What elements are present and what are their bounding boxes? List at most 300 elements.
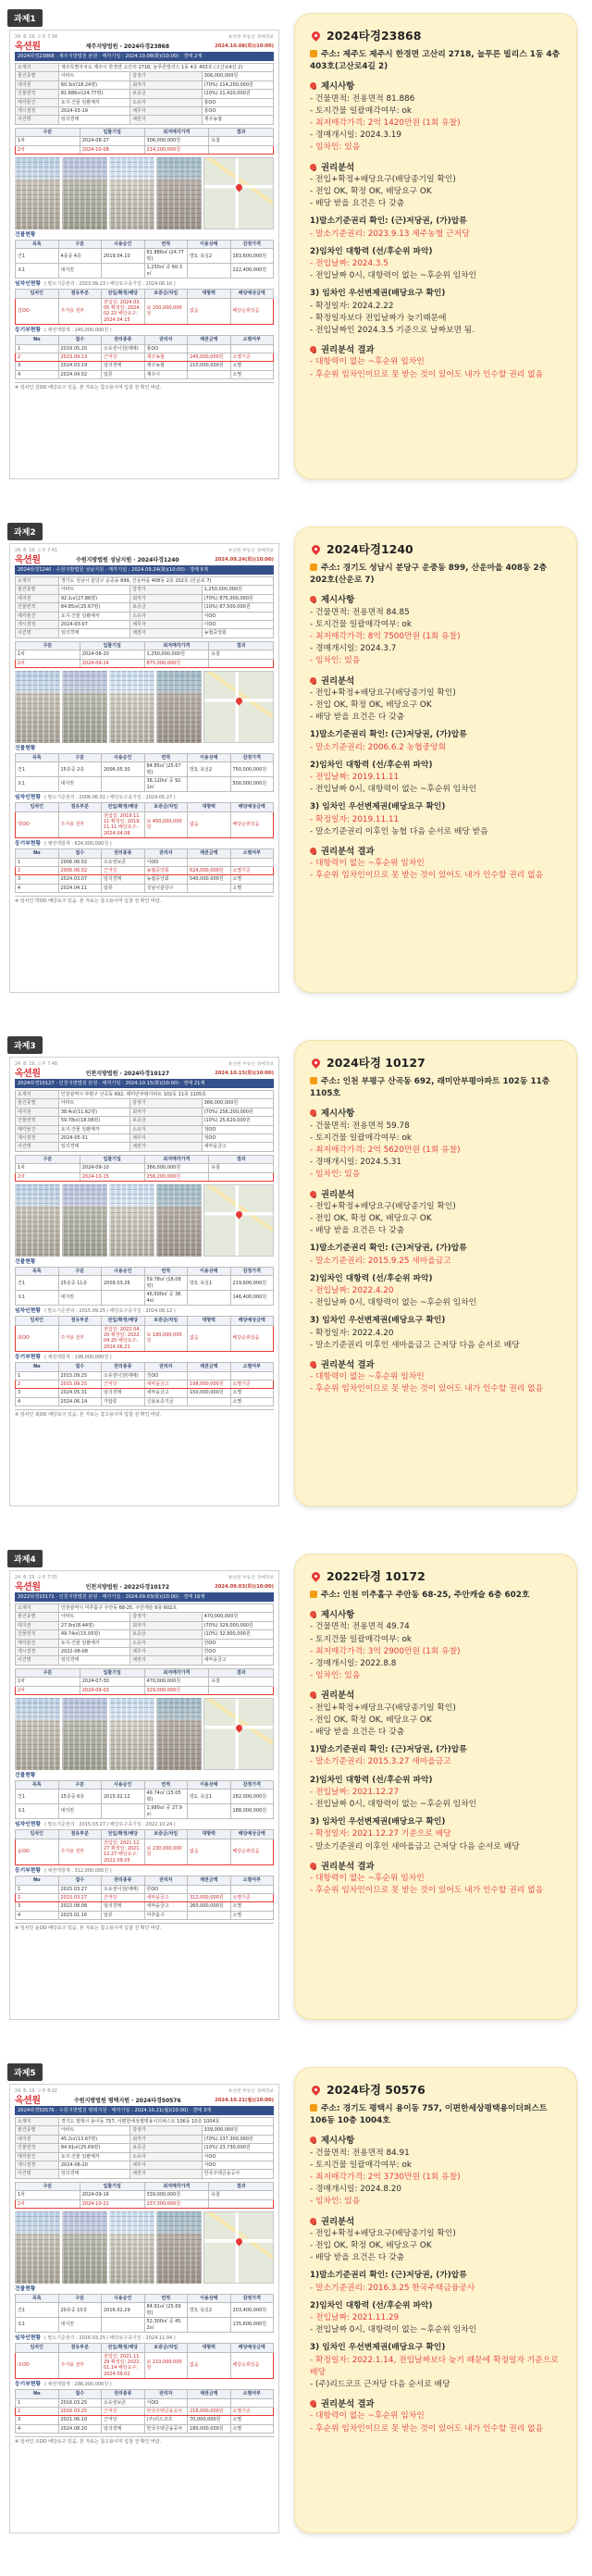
- note-line: [310, 1670, 563, 1682]
- table-cell: 2019.04.10: [102, 249, 145, 264]
- section-heading: [310, 2398, 563, 2410]
- table-cell: 20층중 10층: [58, 2303, 102, 2318]
- table-title-text: 임차인현황: [15, 2335, 41, 2342]
- table-cell: 4: [16, 1911, 59, 1919]
- note-line: [310, 369, 563, 381]
- highlighted-row: [16, 1686, 274, 1694]
- auction-one-logo: 옥션원: [15, 42, 41, 52]
- auction-document: [9, 30, 279, 479]
- table-cell: 건1: [16, 1790, 59, 1804]
- table-header-cell: 구분: [16, 1668, 80, 1677]
- summary-value: 아파트: [58, 1613, 130, 1621]
- line-text: - 임차인: 있음: [310, 142, 361, 153]
- table-cell: 전입일: 2021.11.29 확정일: 2022.01.14 배당요구: 2024.09.02: [102, 2352, 145, 2379]
- summary-row: [16, 1621, 274, 1629]
- summary-value: 2024-03-07: [58, 621, 130, 629]
- table-cell: 2023.01.16: [58, 1911, 102, 1919]
- document-title-row: [15, 1584, 274, 1591]
- line-text: - 전입날짜 0시, 대항력이 없는 ~후순위 임차인: [310, 2325, 477, 2335]
- table-title: [15, 2382, 274, 2388]
- summary-value: (10%) 32,900,000원: [202, 1630, 273, 1639]
- table-row: [16, 137, 274, 145]
- table-header-cell: 배당예상금액: [230, 290, 274, 298]
- line-text: 권리분석 결과: [321, 345, 375, 356]
- detail-table: [15, 1316, 274, 1352]
- table-title-text: 등기부현황: [15, 328, 41, 334]
- table-cell: 1: [16, 2398, 59, 2407]
- summary-value: 토지·건물 일괄매각: [58, 612, 130, 620]
- table-title-text: 임차인현황: [15, 1822, 41, 1828]
- table-note: ( 채권액합계 : 624,000,000원 ): [44, 841, 112, 848]
- table-cell: 1차: [16, 2191, 80, 2199]
- table-cell: 유찰: [209, 1164, 274, 1172]
- assignment-section: [0, 1034, 592, 1516]
- table-cell: 2차: [16, 2199, 80, 2208]
- table-title-text: 임차인현황: [15, 281, 41, 288]
- print-timestamp: 24. 8. 19. 오후 7:34: [15, 35, 57, 40]
- case-number: 2024타경 50576: [327, 2083, 426, 2097]
- detail-table: [15, 335, 274, 379]
- line-text: - 확정일자: 2019.11.11: [310, 814, 400, 824]
- summary-row: [16, 98, 274, 106]
- pushpin-icon: [310, 677, 316, 684]
- summary-row: [16, 629, 274, 638]
- table-cell: 미추홀구: [144, 1911, 188, 1919]
- summary-value: 토지·건물 일괄매각: [58, 1125, 130, 1133]
- table-cell: 540,000,000원: [188, 875, 231, 884]
- assignment-tag: 과제2: [7, 523, 43, 540]
- table-cell: [188, 1371, 231, 1380]
- table-cell: 홍OO: [144, 344, 188, 353]
- line-text: - 말소기준권리 이후인 농협 다음 순서로 배당 받음: [310, 826, 488, 836]
- table-cell: 대지권: [58, 1804, 102, 1819]
- line-text: - 전입날짜: 2021.11.29: [310, 2313, 400, 2323]
- table-cell: 1: [16, 1885, 59, 1893]
- line-text: 권리분석: [321, 1690, 355, 1702]
- table-cell: 새마을금고: [144, 1389, 188, 1397]
- note-line: [310, 1201, 563, 1213]
- highlighted-row: [16, 659, 274, 667]
- note-line: [310, 1133, 563, 1145]
- summary-row: [16, 116, 274, 124]
- note-line: [310, 1121, 563, 1133]
- table-cell: 대지권: [58, 1291, 102, 1306]
- line-text: 주소: 인천 미추홀구 주안동 68-25, 주안캐슬 6층 602호: [321, 1591, 530, 1600]
- summary-value: 2024-08-20: [58, 2161, 130, 2170]
- summary-value: 92.1㎡(27.86평): [58, 594, 130, 602]
- table-cell: 임의경매: [102, 2424, 145, 2433]
- line-text: - 전입날짜 0시, 대항력이 없는 ~후순위 임차인: [310, 1298, 477, 1308]
- line-text: 3) 임차인 우선변제권(배당요구 확인): [310, 289, 446, 299]
- table-title: [15, 746, 274, 752]
- photo-strip: [15, 1184, 274, 1257]
- line-text: 주소: 경기도 성남시 분당구 운중동 899, 산운마을 408동 2층 202호(산운로 7): [310, 564, 548, 586]
- address-icon: [310, 2104, 317, 2112]
- summary-label: 사건명: [16, 116, 59, 124]
- card-title-row: [310, 1054, 563, 1071]
- note-line: [310, 1727, 563, 1739]
- summary-row: [16, 1630, 274, 1639]
- summary-value: 아파트: [58, 72, 130, 80]
- table-header-cell: 사용승인: [102, 1781, 145, 1790]
- address-line: [310, 1076, 563, 1100]
- line-text: 권리분석: [321, 1189, 355, 1200]
- building-photo: [62, 1698, 107, 1770]
- building-photo: [156, 1698, 202, 1770]
- summary-value: (10%) 23,730,000원: [202, 2144, 273, 2152]
- table-header-row: [16, 2390, 274, 2398]
- case-bar: 2024타경23868 · 제주지방법원 본원 · 매각기일 : 2024.10.08(화)(10:00) · 경매 2계: [15, 52, 274, 61]
- line-text: 1)말소기준권리 확인: (근)저당권, (가)압류: [310, 730, 467, 740]
- auction-document: [9, 1057, 279, 1506]
- table-row: [16, 777, 274, 792]
- table-header-cell: 전입/확정/배당: [102, 803, 145, 811]
- note-line: [310, 2410, 563, 2422]
- table-header-cell: 이용상태: [188, 241, 231, 249]
- summary-label: 사건명: [16, 1656, 59, 1665]
- highlighted-row: [16, 866, 274, 874]
- table-header-cell: 사용승인: [102, 241, 145, 249]
- table-title: [15, 795, 274, 801]
- table-title: [15, 1868, 274, 1875]
- summary-value: 정OO: [202, 1134, 273, 1143]
- note-line: [310, 118, 563, 130]
- table-cell: 2024-08-27: [80, 137, 144, 145]
- auction-one-logo: 옥션원: [15, 555, 41, 565]
- table-row: [16, 362, 274, 370]
- table-header-cell: 소멸여부: [230, 1876, 274, 1885]
- table-cell: 4: [16, 884, 59, 892]
- line-text: - 말소기준권리 이후인 새마을금고 근저당 다음 순서로 배당: [310, 1340, 520, 1350]
- table-cell: 2024.05.31: [58, 1389, 102, 1397]
- table-cell: 150,000,000원: [188, 1389, 231, 1397]
- table-header-cell: 감정가격: [230, 754, 274, 762]
- table-cell: 배당순위있음: [230, 2352, 274, 2379]
- table-cell: 전입일: 2024.03.05 확정일: 2024.02.22 배당요구: 2024.04.15: [102, 298, 145, 325]
- line-text: 주소: 인천 부평구 산곡동 692, 래미안부평아파트 102동 11층 1105호: [310, 1077, 550, 1099]
- table-cell: 2024-09-10: [80, 1164, 144, 1172]
- remarks-text: ※ 임차인 윤OO 배당요구 있음. 본 자료는 참고용이며 입찰 전 확인 바람.: [15, 1923, 274, 1932]
- line-text: - 말소기준권리: 2023.9.13 제주농협 근저당: [310, 229, 470, 239]
- table-cell: 2차: [16, 145, 80, 154]
- remarks-text: ※ 임차인 박OO 배당요구 있음. 본 자료는 참고용이며 입찰 전 확인 바람.: [15, 896, 274, 905]
- table-cell: [102, 264, 145, 279]
- line-text: - 후순위 임차인이므로 못 받는 것이 있어도 내가 인수할 권리 없음: [310, 2423, 544, 2434]
- summary-row: [16, 2161, 274, 2170]
- table-cell: 전입일: 2021.12.27 확정일: 2021.12.27 배당요구: 2022.09.05: [102, 1839, 145, 1865]
- table-cell: 2차: [16, 1172, 80, 1181]
- table-cell: 180,000,000원: [188, 2424, 231, 2433]
- table-header-cell: 전입/확정/배당: [102, 1830, 145, 1839]
- table-cell: 소멸기준: [230, 1380, 274, 1388]
- summary-row: [16, 2144, 274, 2152]
- table-cell: 보 210,000,000원: [144, 2352, 188, 2379]
- table-header-cell: 구분: [58, 754, 102, 762]
- building-photo: [156, 1184, 202, 1257]
- location-map: [204, 1184, 274, 1257]
- summary-value: 84.91㎡(25.69평): [58, 2144, 130, 2152]
- summary-value: 서OO: [202, 2152, 273, 2161]
- summary-label: 건물면적: [16, 1117, 59, 1125]
- table-header-cell: 목록: [16, 1268, 59, 1276]
- table-title: [15, 2286, 274, 2293]
- line-text: - 토지건물 일괄매각여부: ok: [310, 105, 412, 116]
- pushpin-icon: [310, 1191, 316, 1197]
- table-cell: 소멸: [230, 370, 274, 378]
- summary-value: 제주농협: [202, 116, 273, 124]
- table-cell: 256,200,000원: [144, 1172, 209, 1181]
- table-cell: 소멸: [230, 884, 274, 892]
- table-header-cell: 보증금/차임: [144, 1830, 188, 1839]
- table-cell: 없음: [188, 298, 231, 325]
- table-cell: 4: [16, 370, 59, 378]
- line-text: 주소: 제주도 제주시 한경면 고산리 2718, 늘푸른 빌리스 1동 4층 403호(고산로4길 2): [310, 50, 561, 72]
- summary-row: [16, 107, 274, 116]
- line-text: - 대항력이 없는 ~후순위 임차인: [310, 1372, 425, 1382]
- print-header: [15, 1575, 274, 1581]
- building-photo: [109, 157, 154, 229]
- summary-row: [16, 1099, 274, 1108]
- summary-label: 소재지: [16, 1091, 59, 1099]
- case-bar: 2022타경10172 · 인천지방법원 본원 · 매각기일 : 2024.09.03(화)(10:00) · 경매 16계: [15, 1592, 274, 1602]
- line-text: - 전입날짜 0시, 대항력이 없는 ~후순위 임차인: [310, 1800, 477, 1810]
- line-text: - 말소기준권리 이후인 새마을금고 근저당 다음 순서로 배당: [310, 1841, 520, 1852]
- auction-document: [9, 1570, 279, 2020]
- table-cell: 3: [16, 1902, 59, 1911]
- table-header-cell: 결과: [209, 1668, 274, 1677]
- sale-date: 2024.10.15(화)(10:00): [215, 1071, 274, 1076]
- section-heading: [310, 594, 563, 606]
- pushpin-icon: [310, 2400, 316, 2407]
- summary-label: 감정가: [130, 1613, 202, 1621]
- table-cell: 방2, 욕실1: [188, 1790, 231, 1804]
- building-photo: [109, 1698, 154, 1770]
- table-cell: 건1: [16, 2303, 59, 2318]
- table-cell: 한OO: [144, 1885, 188, 1893]
- table-cell: [188, 858, 231, 866]
- table-cell: 최OO: [16, 1325, 59, 1352]
- detail-table: [15, 1876, 274, 1920]
- summary-row: [16, 586, 274, 594]
- print-header: [15, 34, 274, 41]
- table-cell: 4: [16, 2424, 59, 2433]
- table-cell: 소유권보존: [102, 858, 145, 866]
- note-line: [310, 246, 563, 258]
- summary-label: 보증금: [130, 1117, 202, 1125]
- line-text: - (주)리드코프 근저당 다음 순서로 배당: [310, 2380, 450, 2390]
- note-line: [310, 1243, 563, 1255]
- building-photo: [62, 1184, 107, 1257]
- summary-label: 사건명: [16, 629, 59, 638]
- building-photo: [109, 2211, 154, 2284]
- table-cell: 소멸: [230, 1902, 274, 1911]
- photo-strip: [15, 1698, 274, 1770]
- note-line: [310, 2160, 563, 2172]
- note-line: [310, 2252, 563, 2264]
- line-text: 권리분석 결과: [321, 1360, 375, 1371]
- table-cell: 2024-09-03: [80, 1686, 144, 1694]
- note-card: [294, 1040, 577, 1506]
- summary-value: 아파트: [58, 586, 130, 594]
- note-line: [310, 1297, 563, 1309]
- line-text: - 후순위 임차인이므로 못 받는 것이 있어도 내가 인수할 권리 없음: [310, 369, 544, 379]
- table-cell: 366,000,000원: [144, 1164, 209, 1172]
- summary-label: 보증금: [130, 603, 202, 612]
- summary-label: 매각물건: [16, 98, 59, 106]
- summary-label: 채무자: [130, 107, 202, 116]
- assignment-section: [0, 7, 592, 489]
- summary-label: 최저가: [130, 2135, 202, 2143]
- summary-label: 소유자: [130, 98, 202, 106]
- table-cell: 4: [16, 1397, 59, 1406]
- line-text: 1)말소기준권리 확인: (근)저당권, (가)압류: [310, 1244, 467, 1254]
- table-cell: 1,980㎡ 중 27.9㎡: [144, 1804, 188, 1819]
- table-cell: 농협중앙회: [144, 866, 188, 874]
- table-header-row: [16, 803, 274, 811]
- table-header-cell: 최저매각가격: [144, 1155, 209, 1163]
- table-cell: 서OO: [144, 2398, 188, 2407]
- note-line: [310, 1841, 563, 1853]
- table-cell: 제주시: [144, 370, 188, 378]
- line-text: - 확정일자: 2022.4.20: [310, 1328, 394, 1338]
- summary-value: 경기도 성남시 분당구 운중동 899, 산운마을 408동 2층 202호 (산운로 7): [58, 577, 273, 586]
- note-line: [310, 1658, 563, 1670]
- note-line: [310, 1340, 563, 1352]
- table-header-row: [16, 336, 274, 344]
- table-cell: 875,000,000원: [144, 659, 209, 667]
- table-cell: 1: [16, 858, 59, 866]
- table-cell: 2016.02.29: [102, 2303, 145, 2318]
- table-header-cell: 대항력: [188, 2344, 231, 2352]
- summary-value: 306,000,000원: [202, 72, 273, 80]
- building-photo: [15, 157, 60, 229]
- note-card: [294, 1554, 577, 2020]
- print-title: 옥션원 부동산 경매정보: [228, 35, 274, 40]
- note-line: [310, 619, 563, 631]
- table-cell: 210,000,000원: [188, 362, 231, 370]
- print-header: [15, 548, 274, 554]
- table-row: [16, 762, 274, 777]
- line-text: - 배당 받을 요건은 다 갖춤: [310, 199, 405, 209]
- table-title: [15, 1259, 274, 1266]
- table-cell: [188, 2398, 231, 2407]
- table-cell: 2022.08.08: [58, 1902, 102, 1911]
- table-header-cell: 임차인: [16, 1830, 59, 1839]
- table-header-cell: 소멸여부: [230, 849, 274, 858]
- table-header-cell: 대항력: [188, 1830, 231, 1839]
- card-title-row: [310, 1567, 563, 1584]
- remarks-text: ※ 임차인 김OO 배당요구 있음. 본 자료는 참고용이며 입찰 전 확인 바람.: [15, 382, 274, 391]
- table-cell: 압류: [102, 884, 145, 892]
- line-text: 2)임차인 대항력 (선/후순위 파악): [310, 1273, 433, 1283]
- table-cell: 가압류: [102, 1397, 145, 1406]
- court-name: 수원지방법원 성남지원 · 2024타경1240: [76, 557, 179, 564]
- table-cell: 대지권: [58, 264, 102, 279]
- highlighted-row: [16, 298, 274, 325]
- summary-value: 2024-03-19: [58, 107, 130, 116]
- note-line: [310, 2196, 563, 2208]
- table-cell: 소멸: [230, 1397, 274, 1406]
- line-text: - 확정일자: 2024.2.22: [310, 301, 394, 311]
- table-cell: 김OO: [16, 298, 59, 325]
- print-title: 옥션원 부동산 경매정보: [228, 2089, 274, 2094]
- table-cell: 2: [16, 866, 59, 874]
- table-header-cell: 채권금액: [188, 2390, 231, 2398]
- summary-table: [15, 63, 274, 125]
- note-line: [310, 356, 563, 368]
- bid-history-table: [15, 2182, 274, 2209]
- table-header-cell: 보증금/차임: [144, 803, 188, 811]
- line-text: - 건물면적: 전용면적 81.886: [310, 93, 415, 104]
- summary-value: 임의경매: [58, 2170, 130, 2178]
- table-cell: 소멸기준: [230, 2407, 274, 2415]
- table-header-cell: 면적: [144, 754, 188, 762]
- table-header-row: [16, 1268, 274, 1276]
- address-icon: [310, 50, 317, 57]
- address-icon: [310, 1591, 317, 1598]
- table-row: [16, 344, 274, 353]
- summary-value: (10%) 87,500,000원: [202, 603, 273, 612]
- table-header-cell: 구분: [58, 1268, 102, 1276]
- table-cell: 임의경매: [102, 1902, 145, 1911]
- table-cell: 건1: [16, 249, 59, 264]
- table-header-cell: No: [16, 1876, 59, 1885]
- table-header-row: [16, 754, 274, 762]
- table-cell: 방3, 욕실2: [188, 249, 231, 264]
- note-line: [310, 2184, 563, 2196]
- auction-one-logo: 옥션원: [15, 1582, 41, 1592]
- summary-row: [16, 1656, 274, 1665]
- note-line: [310, 607, 563, 619]
- table-cell: 216,000,000원: [188, 2407, 231, 2415]
- table-cell: 1차: [16, 650, 80, 659]
- table-title-text: 등기부현황: [15, 841, 41, 848]
- line-text: 2)임차인 대항력 (선/후순위 파악): [310, 760, 433, 770]
- highlighted-row: [16, 1893, 274, 1901]
- table-cell: 소멸: [230, 875, 274, 884]
- table-cell: 52,300㎡ 중 45.2㎡: [144, 2318, 188, 2333]
- table-header-row: [16, 1317, 274, 1325]
- summary-label: 개시결정: [16, 107, 59, 116]
- address-icon: [310, 564, 317, 571]
- table-header-cell: 점유부분: [58, 803, 102, 811]
- table-cell: 2019.05.20: [58, 344, 102, 353]
- table-header-cell: 접수: [58, 2390, 102, 2398]
- table-title-text: 건물현황: [15, 232, 36, 239]
- table-cell: 제주농협: [144, 362, 188, 370]
- table-cell: 보 200,000,000원: [144, 298, 188, 325]
- table-header-cell: 권리자: [144, 1363, 188, 1371]
- table-cell: 주거용 전부: [58, 298, 102, 325]
- table-cell: 새마을금고: [144, 1893, 188, 1901]
- table-cell: 유찰: [209, 1678, 274, 1686]
- table-cell: 339,000,000원: [144, 2191, 209, 2199]
- line-text: - 임차인: 있음: [310, 1671, 361, 1681]
- line-text: - 전입날짜 0시, 대항력이 없는 ~후순위 임차인: [310, 785, 477, 795]
- pushpin-icon: [310, 1109, 316, 1116]
- table-header-cell: 최저매각가격: [144, 2182, 209, 2190]
- summary-row: [16, 1613, 274, 1621]
- assignment-section: [0, 521, 592, 1002]
- note-line: [310, 742, 563, 754]
- print-header: [15, 1061, 274, 1068]
- table-row: [16, 884, 274, 892]
- summary-value: 토지·건물 일괄매각: [58, 1639, 130, 1647]
- line-text: 제시사항: [321, 2136, 355, 2147]
- note-line: [310, 1799, 563, 1811]
- summary-value: 토지·건물 일괄매각: [58, 98, 130, 106]
- section-heading: [310, 846, 563, 858]
